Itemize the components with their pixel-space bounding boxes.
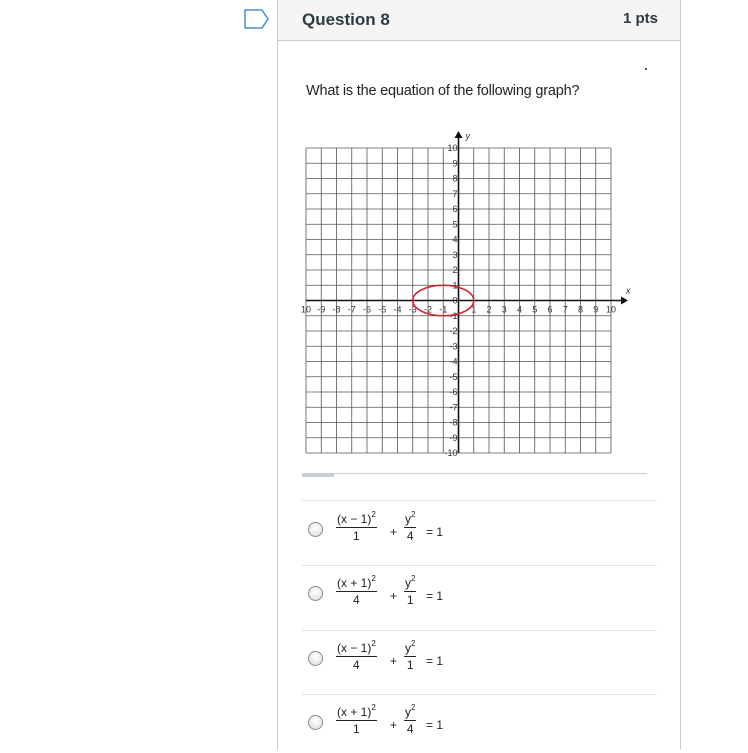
answer-option-4[interactable]: $\frac{(x + 1)^2}{1}$ + $\frac{y^2}{4}$ = 1 <box>306 705 636 753</box>
y-tick-label: -2 <box>449 326 458 336</box>
answer-radio-3[interactable] <box>308 651 323 666</box>
answer-option-1[interactable]: $\frac{(x - 1)^2}{1}$ + $\frac{y^2}{4}$ = 1 <box>306 512 636 560</box>
x-tick-label: 1 <box>471 304 477 315</box>
y-tick-label: 6 <box>452 204 458 214</box>
x-tick-label: 8 <box>577 304 584 315</box>
x-tick-label: -3 <box>408 304 417 315</box>
answer-separator <box>302 565 657 566</box>
x-tick-label: -9 <box>317 304 326 315</box>
y-tick-label: 10 <box>447 143 458 153</box>
x-tick-label: 2 <box>486 304 492 315</box>
x-tick-label: 4 <box>516 304 523 315</box>
y-tick-label: -4 <box>449 356 458 367</box>
y-tick-label: 9 <box>452 158 458 169</box>
y-tick-label: 1 <box>452 280 458 291</box>
x-tick-label: -4 <box>393 304 402 315</box>
graph-axes <box>306 131 628 453</box>
y-tick-label: -6 <box>449 387 458 397</box>
y-tick-label: 4 <box>452 234 458 245</box>
x-tick-label: 10 <box>300 304 312 315</box>
question-card <box>277 0 681 750</box>
y-axis-label: y <box>465 131 470 141</box>
y-tick-label: 7 <box>452 188 458 199</box>
y-tick-label: -9 <box>449 432 458 443</box>
x-tick-label: 9 <box>593 304 599 315</box>
y-axis-arrow-icon <box>455 131 463 138</box>
coordinate-graph <box>300 128 630 464</box>
answer-radio-2[interactable] <box>308 586 323 601</box>
y-tick-label: -3 <box>449 341 458 352</box>
y-tick-label: 5 <box>452 219 458 230</box>
question-prompt: What is the equation of the following graph? <box>306 83 580 99</box>
x-tick-label: 7 <box>562 304 568 315</box>
y-tick-label: 2 <box>452 265 458 275</box>
question-flag-icon[interactable] <box>244 9 270 29</box>
x-tick-label: 5 <box>532 304 538 315</box>
y-tick-label: 3 <box>452 249 458 260</box>
answer-separator <box>302 630 657 631</box>
answer-separator <box>302 500 657 501</box>
y-tick-label: -10 <box>444 448 458 458</box>
y-tick-label: -8 <box>449 417 458 428</box>
x-tick-label: -1 <box>439 304 448 315</box>
question-title: Question 8 <box>302 10 390 29</box>
y-tick-label: -7 <box>449 402 458 413</box>
answer-option-3[interactable]: $\frac{(x - 1)^2}{4}$ + $\frac{y^2}{1}$ = 1 <box>306 641 636 689</box>
x-tick-label: -2 <box>423 304 433 315</box>
x-tick-label: -7 <box>347 304 356 315</box>
answer-separator <box>302 694 657 695</box>
x-tick-label: 3 <box>501 304 507 315</box>
graph-tick-labels <box>301 131 631 458</box>
x-tick-label: 6 <box>547 304 553 315</box>
x-tick-label: -8 <box>332 304 341 315</box>
graph-divider <box>302 473 647 478</box>
x-axis-arrow-icon <box>621 297 628 305</box>
answer-option-2[interactable]: $\frac{(x + 1)^2}{4}$ + $\frac{y^2}{1}$ = 1 <box>306 576 636 624</box>
stray-dot <box>645 68 647 70</box>
x-tick-label: -6 <box>362 304 372 315</box>
x-tick-label: -5 <box>378 304 387 315</box>
y-tick-label: -5 <box>449 371 458 382</box>
y-tick-label: 0 <box>452 295 458 306</box>
y-tick-label: -1 <box>449 310 458 321</box>
x-axis-label: x <box>626 285 631 296</box>
answer-radio-1[interactable] <box>308 522 323 537</box>
answer-radio-4[interactable] <box>308 715 323 730</box>
question-points: 1 pts <box>622 10 658 27</box>
y-tick-label: 8 <box>452 173 458 184</box>
x-tick-label: 10 <box>605 304 617 315</box>
question-header <box>278 0 680 41</box>
